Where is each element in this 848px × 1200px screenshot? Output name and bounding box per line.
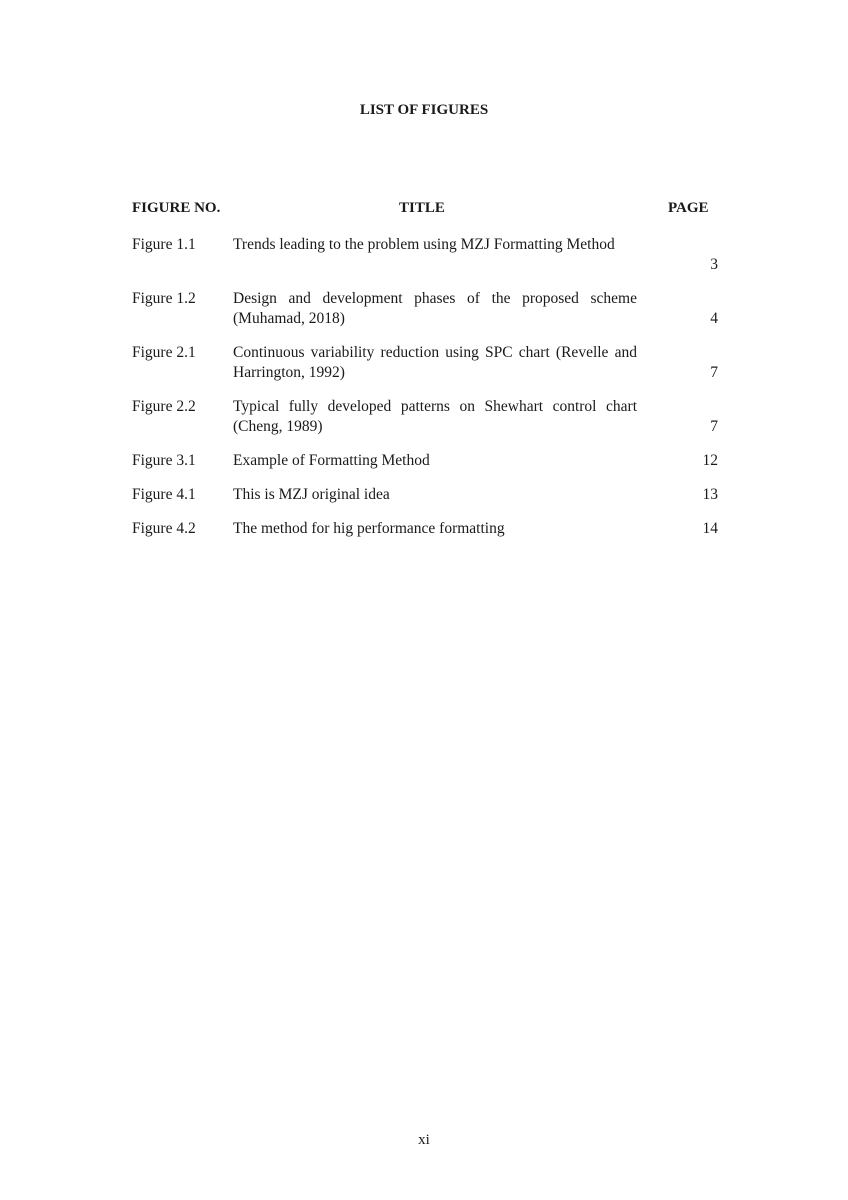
- figure-page: 3: [710, 256, 718, 273]
- figure-page: 4: [710, 310, 718, 327]
- figure-page: 13: [702, 486, 718, 503]
- figure-label: Figure 1.1: [132, 236, 196, 253]
- figure-label: Figure 1.2: [132, 290, 196, 307]
- column-header-page: PAGE: [668, 200, 709, 216]
- figure-title: The method for hig performance formatting: [233, 520, 505, 537]
- figure-page: 14: [702, 520, 718, 537]
- figure-entry[interactable]: [132, 397, 718, 437]
- figure-title: This is MZJ original idea: [233, 486, 390, 503]
- figure-label: Figure 2.1: [132, 344, 196, 361]
- figure-entry[interactable]: [132, 451, 718, 471]
- figure-list: [132, 235, 718, 553]
- figure-label: Figure 4.1: [132, 486, 196, 503]
- page-number: xi: [418, 1132, 430, 1148]
- figure-label: Figure 4.2: [132, 520, 196, 537]
- figure-label: Figure 2.2: [132, 398, 196, 415]
- figure-label: Figure 3.1: [132, 452, 196, 469]
- column-header-title: TITLE: [399, 200, 445, 216]
- figure-entry[interactable]: [132, 485, 718, 505]
- figure-title: Typical fully developed patterns on Shewhart control chart (Cheng, 1989): [233, 398, 637, 435]
- figure-page: 7: [710, 418, 718, 435]
- figure-page: 12: [702, 452, 718, 469]
- figure-entry[interactable]: [132, 343, 718, 383]
- figure-title: Trends leading to the problem using MZJ Formatting Method: [233, 236, 615, 253]
- figure-title: Example of Formatting Method: [233, 452, 430, 469]
- page-title: LIST OF FIGURES: [359, 102, 489, 118]
- figure-page: 7: [710, 364, 718, 381]
- figure-title: Design and development phases of the proposed scheme (Muhamad, 2018): [233, 290, 637, 327]
- figure-entry[interactable]: [132, 289, 718, 329]
- figure-entry[interactable]: [132, 235, 718, 275]
- column-header-figure-no: FIGURE NO.: [132, 200, 221, 216]
- figure-entry[interactable]: [132, 519, 718, 539]
- figure-title: Continuous variability reduction using SPC chart (Revelle and Harrington, 1992): [233, 344, 637, 381]
